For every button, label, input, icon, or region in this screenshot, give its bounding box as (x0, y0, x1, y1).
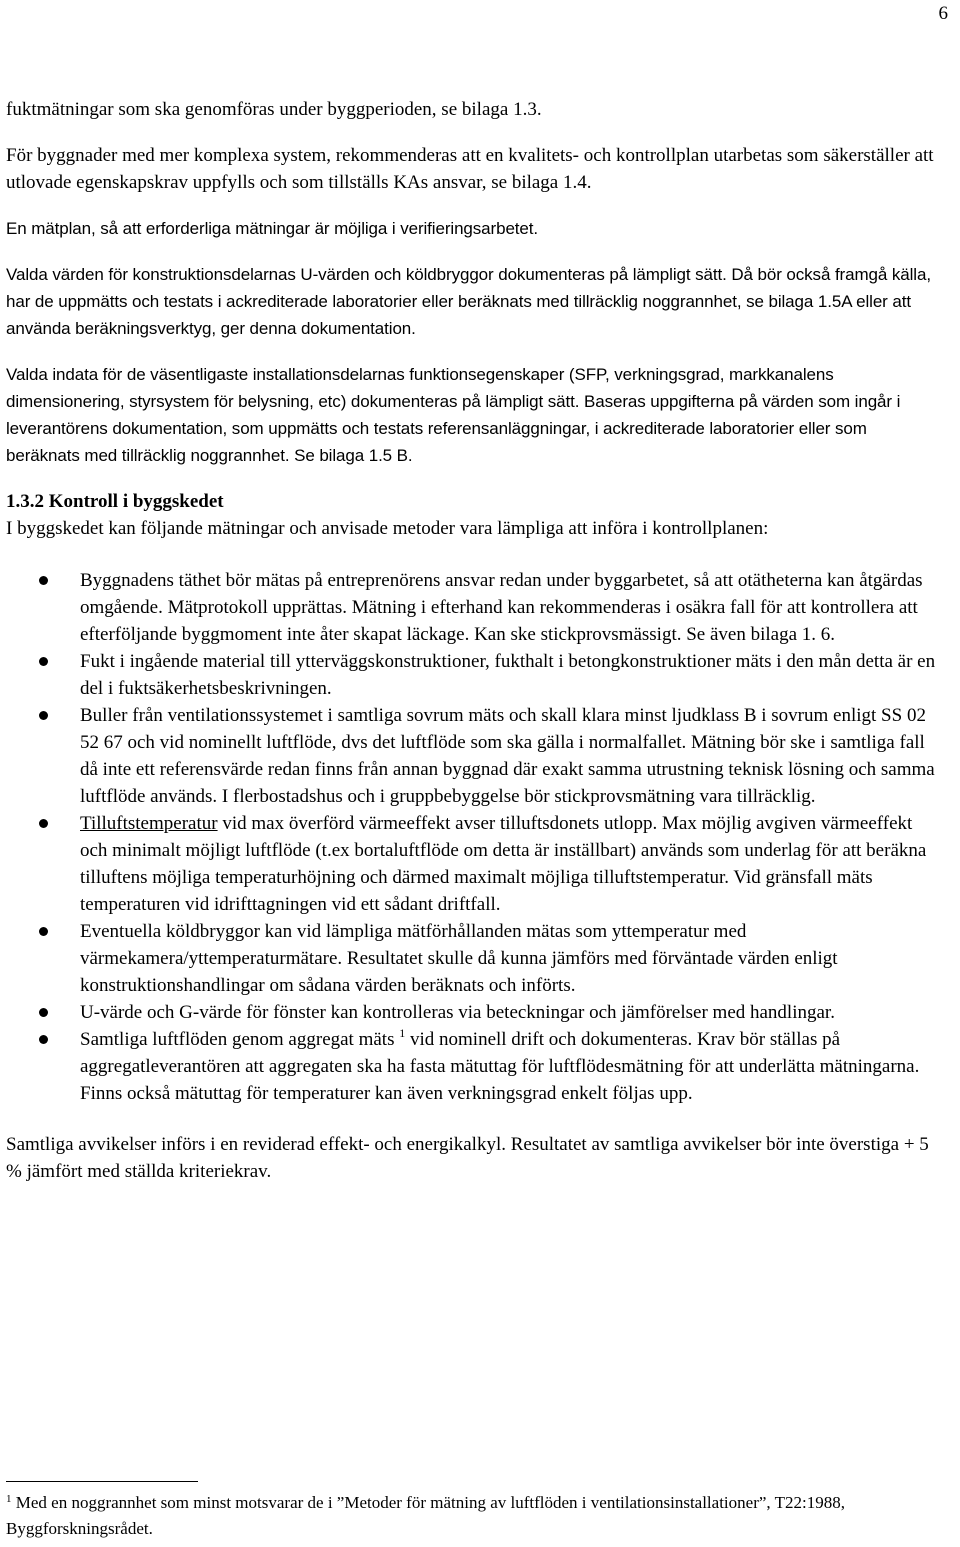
paragraph-5-rest: Baseras uppgifterna på värden som ingår i leverantörens dokumentation, som uppmätts och testats referensanläggningar, i ackrediterade laboratorier eller som beräknats med tillräcklig noggrannhet. Se bilaga 1.5 B. (6, 392, 901, 465)
bullet-icon (39, 1035, 48, 1044)
footnote (6, 1490, 950, 1542)
footnote-marker: 1 (6, 1493, 12, 1505)
list-item (6, 702, 940, 810)
section-heading (6, 488, 940, 515)
list-item (6, 810, 940, 918)
paragraph-4 (6, 261, 940, 342)
underlined-term: Tilluftstemperatur (80, 813, 218, 834)
section-intro: I byggskedet kan följande mätningar och anvisade metoder vara lämpliga att införa i kontrollplanen: (6, 518, 769, 539)
list-item-text: Byggnadens täthet bör mätas på entreprenörens ansvar redan under byggarbetet, så att otätheterna kan åtgärdas omgående. Mätprotokoll upprättas. Mätning i efterhand kan rekommenderas i osäkra fall för att kontrollera att efterföljande byggmoment inte åter skapat läckage. Kan ske stickprovsmässigt. Se även bilaga 1. 6. (80, 570, 923, 645)
paragraph-3: En mätplan, så att erforderliga mätningar är möjliga i verifieringsarbetet. (6, 219, 539, 238)
list-item-text: Eventuella köldbryggor kan vid lämpliga mätförhållanden mätas som yttemperatur med värmekamera/yttemperaturmätare. Resultatet skulle då kunna jämförs med förväntade värden enligt konstruktionshandlingar om sådana värden beräknats och införts. (80, 921, 838, 996)
paragraph-4-sans: Valda värden för konstruktionsdelarnas U-värden och köldbryggor dokumenteras på lämpligt sätt. (6, 265, 727, 284)
bullet-icon (39, 576, 48, 585)
list-item-text: Samtliga luftflöden genom aggregat mäts (80, 1029, 395, 1050)
list-item (6, 1026, 940, 1107)
list-item-text: Fukt i ingående material till ytterväggskonstruktioner, fukthalt i betongkonstruktioner mäts i den mån detta är en del i fuktsäkerhetsbeskrivningen. (80, 651, 936, 699)
footnote-divider (6, 1481, 198, 1482)
document-body (6, 96, 940, 1185)
list-item (6, 918, 940, 999)
bullet-icon (39, 927, 48, 936)
paragraph-1: fuktmätningar som ska genomföras under byggperioden, se bilaga 1.3. (6, 99, 542, 120)
paragraph-4-rest: Då bör också framgå källa, har de uppmätts och testats i ackrediterade laboratorier eller beräknats med tillräcklig noggrannhet, se bilaga 1.5A eller att använda beräkningsverktyg, ger denna dokumentation. (6, 265, 931, 338)
list-item (6, 567, 940, 648)
bullet-icon (39, 657, 48, 666)
list-item-text: vid max överförd värmeeffekt avser tilluftsdonets utlopp. Max möjlig avgiven värmeeffekt och minimalt möjligt luftflöde (t.ex bortaluftflöde om detta är inställbart) används som underlag för att beräkna tilluftens möjliga temperaturhöjning och därmed maximalt möjliga tilluftstemperatur. Vid gränsfall mäts temperaturen vid idrifttagningen vid ett sådant driftfall. (80, 813, 927, 915)
footnote-reference[interactable]: 1 (399, 1026, 406, 1040)
footnote-text: Med en noggrannhet som minst motsvarar de i ”Metoder för mätning av luftflöden i ventilationsinstallationer”, T22:1988, Byggforskningsrådet. (6, 1493, 845, 1538)
closing-paragraph: Samtliga avvikelser införs i en reviderad effekt- och energikalkyl. Resultatet av samtliga avvikelser bör inte överstiga + 5 % jämfört med ställda kriteriekrav. (6, 1134, 929, 1182)
page-number: 6 (938, 3, 948, 24)
list-item-text: Buller från ventilationssystemet i samtliga sovrum mäts och skall klara minst ljudklass B i sovrum enligt SS 02 52 67 och vid nominellt luftflöde, dvs det luftflöde som ska gälla i normalfallet. Mätning bör ske i samtliga fall då inte ett referensvärde redan finns från annan byggnad där exakt samma utrustning teknisk lösning och samma luftflöde används. I flerbostadshus och i gruppbebyggelse bör stickprovsmätning vara tillräcklig. (80, 705, 935, 807)
list-item-text: U-värde och G-värde för fönster kan kontrolleras via beteckningar och jämförelser med handlingar. (80, 1002, 835, 1023)
list-item (6, 648, 940, 702)
bullet-icon (39, 711, 48, 720)
section-number: 1.3.2 (6, 491, 44, 512)
list-item (6, 999, 940, 1026)
section-title: Kontroll i byggskedet (48, 491, 224, 512)
paragraph-5-sans: Valda indata för de väsentligaste installationsdelarnas funktionsegenskaper (SFP, verkningsgrad, markkanalens dimensionering, styrsystem för belysning, etc) dokumenteras på lämpligt sätt. (6, 365, 834, 411)
bullet-icon (39, 1008, 48, 1017)
list-item-text-cont: vid nominell drift och dokumenteras. Krav bör ställas på aggregatleverantören att aggregaten ska ha fasta mätuttag för luftflödesmätning för att underlätta mätningarna. Finns också mätuttag för temperaturer kan även verkningsgrad enkelt följas upp. (80, 1029, 920, 1104)
paragraph-2: För byggnader med mer komplexa system, rekommenderas att en kvalitets- och kontrollplan utarbetas som säkerställer att utlovade egenskapskrav uppfylls och som tillställs KAs ansvar, se bilaga 1.4. (6, 145, 934, 193)
bullet-icon (39, 819, 48, 828)
paragraph-5 (6, 361, 940, 469)
control-list (6, 567, 940, 1107)
